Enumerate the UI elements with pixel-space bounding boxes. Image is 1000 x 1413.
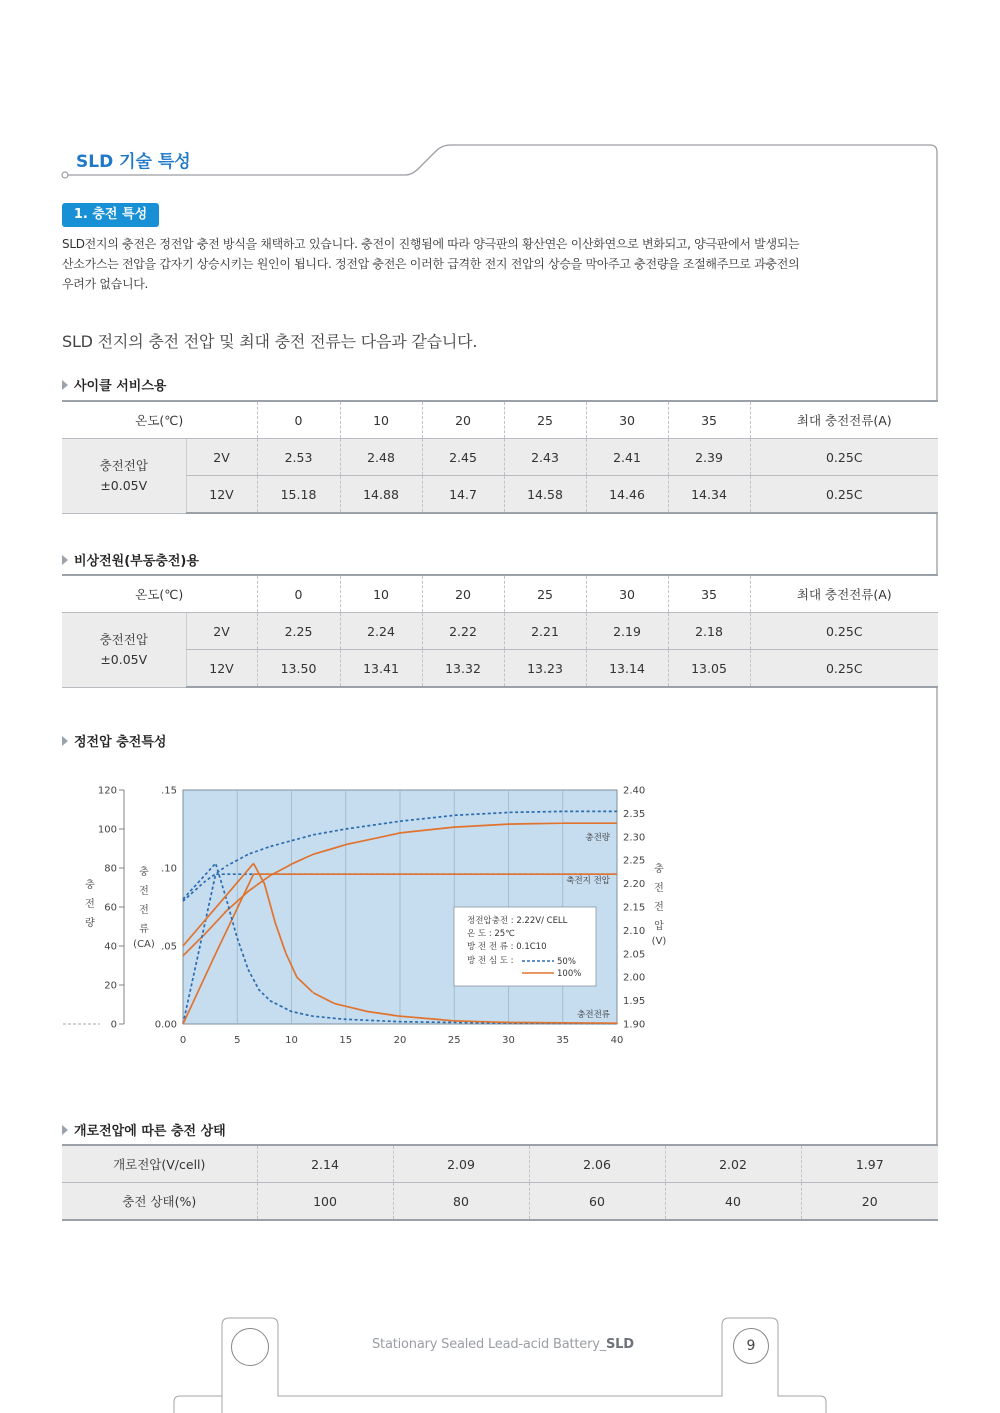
temp-cell: 10 — [340, 575, 422, 613]
charge-voltage-label-line2: ±0.05V — [100, 651, 148, 667]
charge-voltage-label-line1: 충전전압 — [99, 457, 148, 473]
page-title: SLD 기술 특성 — [76, 152, 191, 172]
table-cell: 14.7 — [422, 476, 504, 514]
chart-heading — [62, 731, 166, 750]
y-tick-label-right: 2.25 — [623, 855, 646, 867]
temp-cell: 0 — [257, 401, 340, 439]
triangle-bullet-icon — [62, 1125, 68, 1135]
table-cell: 2.53 — [257, 439, 340, 476]
temp-cell: 30 — [586, 401, 668, 439]
x-tick-label: 35 — [556, 1035, 570, 1046]
x-tick-label: 5 — [234, 1035, 241, 1046]
section-badge: 1. 충전 특성 — [62, 203, 159, 227]
y-axis-unit: (CA) — [133, 939, 155, 950]
chart-heading-text: 정전압 충전특성 — [74, 735, 167, 750]
float-table-heading-text: 비상전원(부동충전)용 — [74, 554, 199, 569]
temp-cell: 25 — [504, 575, 586, 613]
table-row — [62, 613, 938, 650]
binder-ring-icon — [231, 1328, 269, 1366]
y-tick-label-right: 2.00 — [623, 972, 646, 984]
temp-cell: 25 — [504, 401, 586, 439]
y-tick-label-inner: .15 — [161, 785, 177, 797]
legend-line: 온 도 : 25℃ — [467, 929, 515, 939]
table-row — [62, 1145, 938, 1183]
table-cell: 60 — [529, 1183, 665, 1221]
x-tick-label: 25 — [447, 1035, 461, 1046]
table-row — [62, 650, 938, 688]
y-tick-label-outer: 80 — [104, 863, 117, 875]
lead-text: SLD 전지의 충전 전압 및 최대 충전 전류는 다음과 같습니다. — [62, 332, 478, 351]
y-tick-label-right: 2.20 — [623, 879, 646, 891]
x-tick-label: 0 — [179, 1035, 187, 1046]
table-cell: 2.02 — [665, 1145, 801, 1183]
y-tick-label-outer: 100 — [97, 824, 117, 836]
y-axis-label-char: 전 — [85, 899, 95, 910]
table-cell: 13.23 — [504, 650, 586, 688]
y-left-outer-label — [85, 878, 95, 929]
x-tick-label: 30 — [502, 1035, 515, 1046]
footer-brand: SLD — [606, 1337, 634, 1352]
y-tick-label-right: 2.40 — [623, 785, 646, 797]
cycle-table-heading-text: 사이클 서비스용 — [74, 379, 167, 394]
y-tick-label-outer: 60 — [104, 902, 117, 914]
temp-cell: 0 — [257, 575, 340, 613]
y-tick-label-right: 2.05 — [623, 949, 646, 961]
cell-type: 2V — [186, 613, 257, 650]
charge-voltage-label — [62, 613, 186, 688]
charge-voltage-label-line2: ±0.05V — [100, 477, 148, 493]
y-tick-label-inner: .10 — [161, 863, 177, 875]
max-current-cell: 0.25C — [750, 613, 938, 650]
table-cell: 2.06 — [529, 1145, 665, 1183]
y-tick-label-outer: 40 — [104, 941, 117, 953]
table-cell: 14.46 — [586, 476, 668, 514]
page-number: 9 — [733, 1328, 769, 1364]
intro-paragraph — [62, 234, 862, 294]
table-cell: 80 — [393, 1183, 529, 1221]
temp-cell: 35 — [668, 401, 750, 439]
table-row — [62, 476, 938, 514]
table-cell: 13.41 — [340, 650, 422, 688]
ocv-table — [62, 1144, 938, 1221]
table-cell: 14.88 — [340, 476, 422, 514]
triangle-bullet-icon — [62, 736, 68, 746]
max-current-cell: 0.25C — [750, 476, 938, 514]
table-cell: 1.97 — [801, 1145, 938, 1183]
temp-cell: 10 — [340, 401, 422, 439]
y-axis-label-char: 충 — [85, 880, 95, 891]
y-tick-label-inner: .05 — [161, 941, 177, 953]
table-cell: 20 — [801, 1183, 938, 1221]
triangle-bullet-icon — [62, 380, 68, 390]
paragraph-line: 산소가스는 전압을 갑자기 상승시키는 원인이 됩니다. 정전압 충전은 이러한 급격한 전지 전압의 상승을 막아주고 충전량을 조절해주므로 과충전의 — [62, 257, 800, 271]
y-tick-label-right: 1.90 — [623, 1019, 646, 1031]
table-cell: 15.18 — [257, 476, 340, 514]
legend-line: 방 전 심 도 : — [467, 956, 514, 966]
y-tick-label-right: 2.35 — [623, 808, 646, 820]
table-cell: 2.25 — [257, 613, 340, 650]
table-cell: 2.48 — [340, 439, 422, 476]
temp-cell: 20 — [422, 401, 504, 439]
ocv-table-heading — [62, 1120, 226, 1139]
triangle-bullet-icon — [62, 555, 68, 565]
table-cell: 14.58 — [504, 476, 586, 514]
temp-label: 온도(℃) — [62, 401, 257, 439]
curve-label-charge-amount: 충전량 — [585, 833, 610, 843]
table-row — [62, 1183, 938, 1221]
table-cell: 2.24 — [340, 613, 422, 650]
y-axis-label-char: 류 — [139, 924, 149, 935]
table-cell: 2.39 — [668, 439, 750, 476]
max-current-label: 최대 충전전류(A) — [750, 575, 938, 613]
cell-type: 12V — [186, 476, 257, 514]
x-tick-label: 15 — [339, 1035, 353, 1046]
soc-label: 충전 상태(%) — [62, 1183, 257, 1221]
max-current-label: 최대 충전전류(A) — [750, 401, 938, 439]
chart-legend — [454, 907, 596, 986]
ocv-label: 개로전압(V/cell) — [62, 1145, 257, 1183]
table-cell: 100 — [257, 1183, 393, 1221]
table-cell: 2.18 — [668, 613, 750, 650]
y-axis-label-char: 충 — [139, 867, 149, 878]
table-cell: 40 — [665, 1183, 801, 1221]
table-cell: 13.05 — [668, 650, 750, 688]
table-cell: 13.50 — [257, 650, 340, 688]
x-tick-label: 40 — [610, 1035, 624, 1046]
y-tick-label-outer: 20 — [104, 980, 117, 992]
table-row — [62, 439, 938, 476]
curve-label-battery-voltage: 축전지 전압 — [566, 876, 610, 886]
table-cell: 13.32 — [422, 650, 504, 688]
y-axis-label-char: 충 — [654, 864, 664, 875]
y-axis-label-char: 량 — [85, 918, 95, 929]
y-tick-label-right: 2.15 — [623, 902, 646, 914]
temp-label: 온도(℃) — [62, 575, 257, 613]
cell-type: 12V — [186, 650, 257, 688]
cycle-service-table — [62, 400, 938, 514]
float-table-heading — [62, 550, 199, 569]
legend-label-100: 100% — [557, 969, 582, 979]
y-tick-label-inner: 0.00 — [154, 1019, 177, 1031]
legend-line: 정전압충전 : 2.22V/ CELL — [467, 916, 568, 926]
chart-svg — [60, 780, 680, 1060]
table-cell: 2.09 — [393, 1145, 529, 1183]
cell-type: 2V — [186, 439, 257, 476]
temp-cell: 35 — [668, 575, 750, 613]
ocv-table-heading-text: 개로전압에 따른 충전 상태 — [74, 1124, 226, 1139]
table-cell: 2.43 — [504, 439, 586, 476]
y-tick-label-right: 1.95 — [623, 996, 646, 1008]
table-cell: 2.22 — [422, 613, 504, 650]
legend-line: 방 전 전 류 : 0.1C10 — [467, 942, 547, 952]
table-header-row — [62, 401, 938, 439]
y-tick-label-outer: 120 — [97, 785, 117, 797]
y-tick-label-right: 2.30 — [623, 832, 646, 844]
temp-cell: 30 — [586, 575, 668, 613]
charge-voltage-label-line1: 충전전압 — [99, 631, 148, 647]
footer-caption: Stationary Sealed Lead-acid Battery_ — [372, 1337, 607, 1352]
table-cell: 2.45 — [422, 439, 504, 476]
table-cell: 13.14 — [586, 650, 668, 688]
paragraph-line: 우려가 없습니다. — [62, 277, 149, 291]
table-header-row — [62, 575, 938, 613]
y-axis-label-char: 전 — [139, 905, 149, 916]
y-tick-label-right: 2.10 — [623, 925, 646, 937]
y-axis-unit: (V) — [651, 936, 667, 947]
table-cell: 2.41 — [586, 439, 668, 476]
y-axis-label-char: 전 — [139, 886, 149, 897]
y-axis-label-char: 전 — [654, 902, 664, 913]
y-axis-label-char: 압 — [654, 921, 664, 932]
charge-voltage-label — [62, 439, 186, 514]
y-axis-label-char: 전 — [654, 883, 664, 894]
paragraph-line: SLD전지의 충전은 정전압 충전 방식을 채택하고 있습니다. 충전이 진행됨에 따라 양극판의 황산연은 이산화연으로 변화되고, 양극판에서 발생되는 — [62, 237, 800, 251]
table-cell: 2.19 — [586, 613, 668, 650]
x-tick-label: 10 — [285, 1035, 298, 1046]
footer-text — [372, 1337, 634, 1352]
table-cell: 14.34 — [668, 476, 750, 514]
x-tick-label: 20 — [393, 1035, 407, 1046]
temp-cell: 20 — [422, 575, 504, 613]
legend-label-50: 50% — [557, 957, 576, 967]
float-service-table — [62, 574, 938, 688]
max-current-cell: 0.25C — [750, 439, 938, 476]
table-cell: 2.21 — [504, 613, 586, 650]
y-left-inner-label — [133, 865, 155, 950]
cycle-table-heading — [62, 375, 166, 394]
table-cell: 2.14 — [257, 1145, 393, 1183]
y-right-label — [652, 862, 667, 947]
max-current-cell: 0.25C — [750, 650, 938, 688]
curve-label-charge-current: 충전전류 — [577, 1010, 610, 1020]
y-tick-label-outer: 0 — [110, 1019, 117, 1031]
charge-characteristic-chart — [60, 780, 680, 1060]
